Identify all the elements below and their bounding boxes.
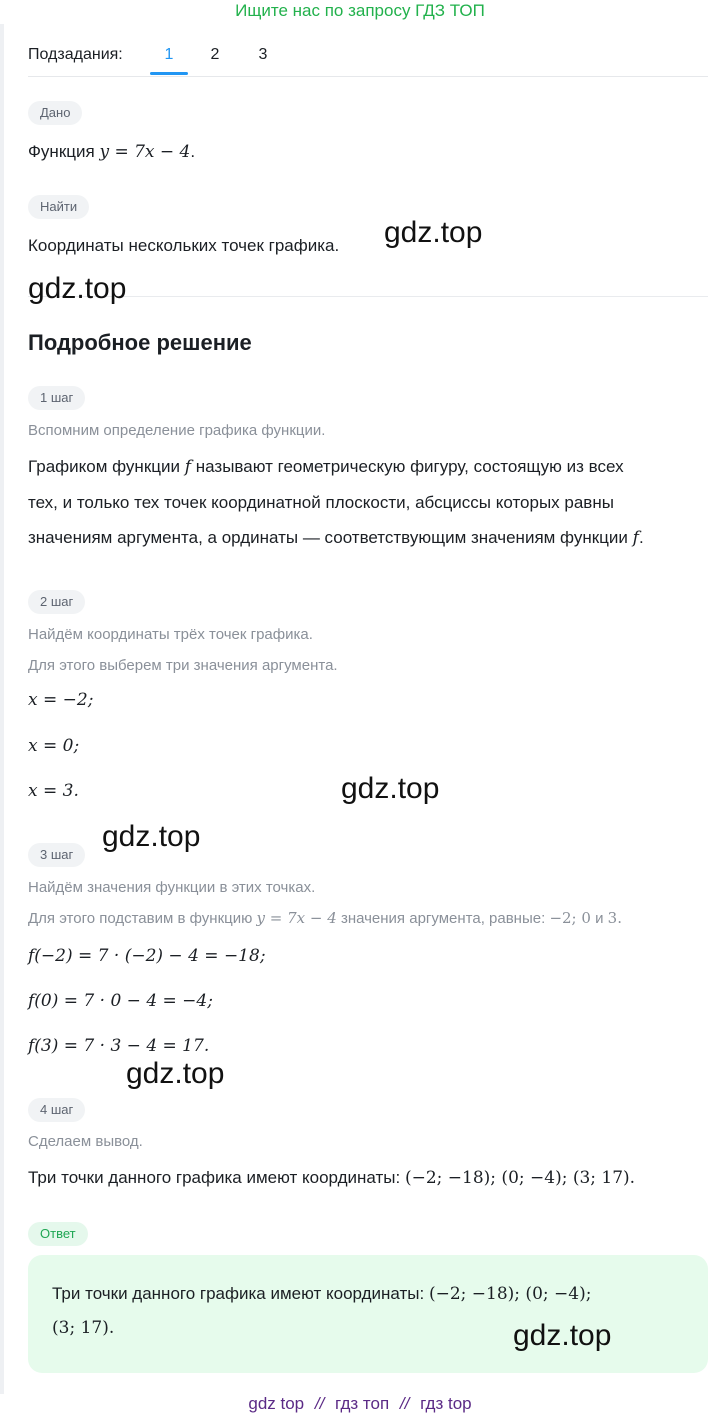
watermark: gdz.top [341,772,440,805]
watermark: gdz.top [102,820,201,853]
step-1-hint: Вспомним определение графика функции. [28,422,326,439]
solution-heading: Подробное решение [28,330,252,355]
footer-separator: // [399,1394,410,1413]
step-2-pill: 2 шаг [28,590,85,614]
step-1-line-1: Графиком функции f называют геометрическую фигуру, состоящую из всех [28,457,624,477]
step-3-eq-2: f(0) = 7 · 0 − 4 = −4; [28,991,213,1011]
step-4-pill: 4 шаг [28,1098,85,1122]
step-3-eq-3: f(3) = 7 · 3 − 4 = 17. [28,1036,210,1056]
footer-link-gdz-top[interactable]: gdz top [248,1394,305,1413]
subtasks-tabs [28,42,708,77]
active-tab-indicator [150,72,188,75]
given-formula: y = 7x − 4 [99,142,191,162]
step-3-eq-1: f(−2) = 7 · (−2) − 4 = −18; [28,946,266,966]
given-pill: Дано [28,101,82,125]
left-rule [0,24,4,1394]
step-4-text: Три точки данного графика имеют координаты: (−2; −18); (0; −4); (3; 17). [28,1168,636,1188]
answer-box [28,1255,708,1373]
step-3-hint-2: Для этого подставим в функцию y = 7x − 4 значения аргумента, равные: −2; 0 и 3. [28,909,622,927]
watermark: gdz.top [384,216,483,249]
watermark: gdz.top [513,1319,612,1352]
divider [28,296,708,297]
step-3-hint-1: Найдём значения функции в этих точках. [28,879,316,896]
step-1-line-2: тех, и только тех точек координатной плоскости, абсциссы которых равны [28,493,614,512]
step-2-eq-2: x = 0; [28,736,80,756]
watermark: gdz.top [28,272,127,305]
step-3-pill: 3 шаг [28,843,85,867]
step-2-eq-3: x = 3. [28,781,79,801]
step-2-hint-2: Для этого выберем три значения аргумента. [28,657,338,674]
find-pill: Найти [28,195,89,219]
step-4-hint: Сделаем вывод. [28,1133,143,1150]
step-1-line-3: значениям аргумента, а ординаты — соответствующим значениям функции f. [28,528,644,548]
answer-text: Три точки данного графика имеют координаты: (−2; −18); (0; −4); (3; 17). [52,1284,592,1338]
answer-pill: Ответ [28,1222,88,1246]
watermark: gdz.top [126,1057,225,1090]
step-1-pill: 1 шаг [28,386,85,410]
tab-3[interactable]: 3 [258,46,268,63]
footer-link-gdz-top-mixed[interactable]: гдз top [420,1394,472,1413]
tab-1[interactable]: 1 [164,46,174,63]
find-text: Координаты нескольких точек графика. [28,236,340,255]
given-text: Функция y = 7x − 4. [28,142,196,162]
step-2-eq-1: x = −2; [28,690,94,710]
footer-links [0,1394,720,1414]
subtasks-label: Подзадания: [28,46,123,63]
footer-separator: // [314,1394,325,1413]
top-banner: Ищите нас по запросу ГДЗ ТОП [235,1,485,20]
tab-2[interactable]: 2 [210,46,220,63]
step-2-hint-1: Найдём координаты трёх точек графика. [28,626,313,643]
footer-link-gdz-top-ru[interactable]: гдз топ [335,1394,390,1413]
